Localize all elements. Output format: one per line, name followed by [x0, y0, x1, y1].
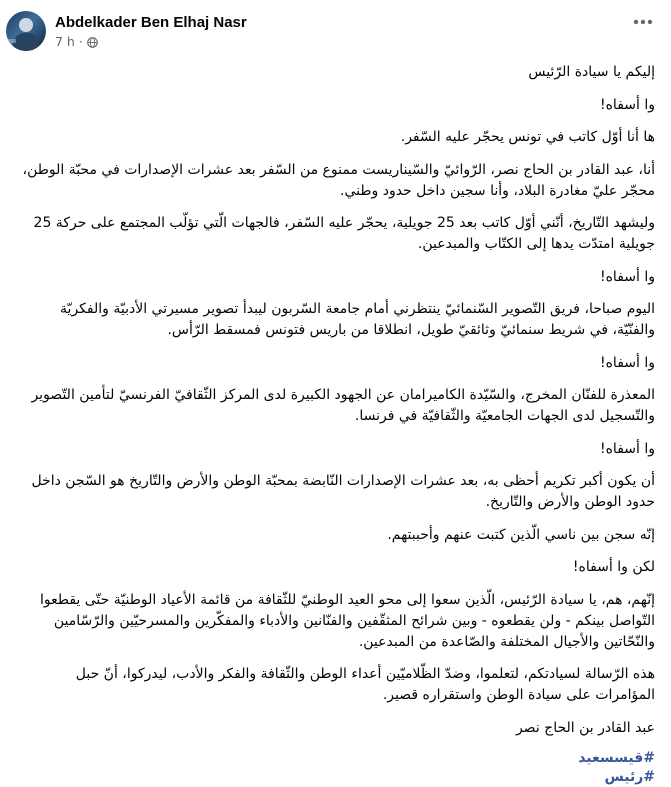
- post-body: [16, 62, 655, 787]
- post-paragraph: ها أنا أوّل كاتب في تونس يحجّر عليه السّفر.: [400, 129, 655, 145]
- post-paragraph: وا أسفاه!: [599, 354, 655, 371]
- post-paragraph: لكن وا أسفاه!: [572, 559, 655, 575]
- post-paragraph: اليوم صباحا، فريق التّصوير السّنمائيّ ينتظرني أمام جامعة السّربون ليبدأ تصوير مسيرتي الأدبيّة والفكريّة والفنّيّة، في شريط سنمائيّ وثائقيّ طويل، انطلاقا من باريس فتونس فمسقط الرّأس.: [60, 301, 655, 338]
- meta-separator: ·: [78, 33, 83, 49]
- more-horizontal-icon[interactable]: [627, 6, 659, 38]
- post-paragraph: أنا، عبد القادر بن الحاج نصر، الرّوائيّ والسّيناريست ممنوع من السّفر بعد عشرات الإصدارات في محبّة الوطن، محجّر عليّ مغادرة البلاد، وأنا سجين داخل حدود وطني.: [22, 161, 655, 199]
- post-timestamp[interactable]: 7 h: [55, 33, 75, 49]
- hashtag-link[interactable]: #قيسسعيد: [578, 750, 655, 766]
- avatar-head-shape: [19, 18, 33, 32]
- avatar-body-shape: [13, 33, 39, 51]
- author-name[interactable]: Abdelkader Ben Elhaj Nasr: [55, 13, 247, 31]
- post-paragraph: وليشهد التّاريخ، أنّني أوّل كاتب بعد 25 جويلية، يحجّر عليه السّفر، فالجهات الّتي تؤلّب المجتمع على حركة 25 جويلية امتدّت يدها إلى الكتّاب والمبدعين.: [33, 215, 655, 252]
- post-paragraph: هذه الرّسالة لسيادتكم، لتعلموا، وضدّ الظّلاميّين أعداء الوطن والثّقافة والفكر والأدب، ليدركوا، أنّ حبل المؤامرات على سيادة الوطن واستقراره قصير.: [75, 666, 655, 703]
- post-paragraph: وا أسفاه!: [599, 440, 655, 457]
- post-paragraph: وا أسفاه!: [599, 96, 655, 113]
- globe-icon[interactable]: [87, 36, 98, 47]
- post-paragraph: أن يكون أكبر تكريم أحظى به، بعد عشرات الإصدارات النّابضة بمحبّة الوطن والأرض والتّاريخ هو السّجن داخل حدود الوطن والأرض والتّاريخ.: [31, 473, 655, 510]
- post-paragraph: المعذرة للفنّان المخرج، والسّيّدة الكاميرامان عن الجهود الكبيرة لدى المركز الثّقافيّ الفرنسيّ لتأمين التّصوير والتّسجيل لدى الجهات الجامعيّة والثّقافيّة في فرنسا.: [31, 387, 655, 424]
- post-meta: [55, 13, 247, 50]
- post-paragraph: وا أسفاه!: [599, 268, 655, 285]
- hashtag-link[interactable]: #رئيس: [604, 769, 655, 785]
- post-paragraph: إنّهم، هم، يا سيادة الرّئيس، الّذين سعوا إلى محو العيد الوطنيّ للثّقافة من قائمة الأعياد الوطنيّة حتّى يقطعوا التّواصل بينكم - ولن يقطعوه - وبين شرائح المثقّفين والفنّانين والأدباء والمفكّرين والمسرحيّين والرّسّامين والنّحّاتين والأجيال المختلفة والصّاعدة من المبدعين.: [39, 591, 655, 650]
- author-avatar[interactable]: [6, 11, 46, 51]
- hashtag-list: [16, 749, 655, 787]
- post-signature: عبد القادر بن الحاج نصر: [515, 719, 655, 736]
- post-paragraph: إنّه سجن بين ناسي الّذين كتبت عنهم وأحببتهم.: [387, 526, 655, 543]
- avatar-highlight-shape: [8, 39, 16, 43]
- post-header: [6, 6, 247, 56]
- post-paragraph: إليكم يا سيادة الرّئيس: [528, 64, 655, 80]
- post-sub-meta: [55, 34, 247, 50]
